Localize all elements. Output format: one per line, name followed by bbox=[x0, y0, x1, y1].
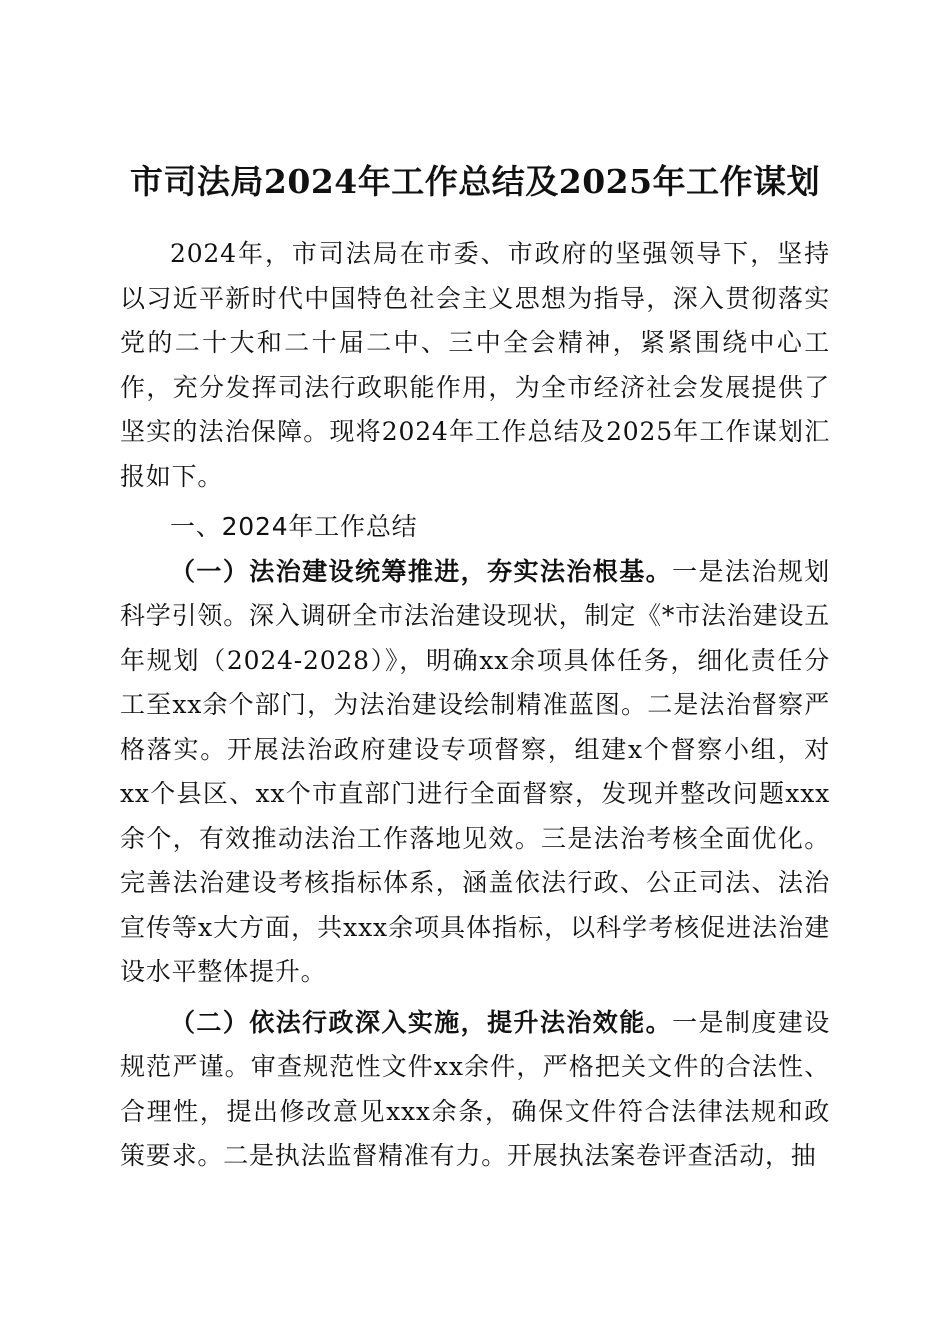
document-body bbox=[120, 232, 830, 1179]
part-2-lead: （二）依法行政深入实施，提升法治效能。 bbox=[170, 1007, 673, 1037]
part-2-text: 一是制度建设规范严谨。审查规范性文件xx余件，严格把关文件的合法性、合理性，提出修改意见xxx余条，确保文件符合法律法规和政策要求。二是执法监督精准有力。开展执法案卷评查活动，抽 bbox=[120, 1007, 831, 1170]
part-1-text: 一是法治规划科学引领。深入调研全市法治建设现状，制定《*市法治建设五年规划（2024-2028）》，明确xx余项具体任务，细化责任分工至xx余个部门，为法治建设绘制精准蓝图。二是法治督察严格落实。开展法治政府建设专项督察，组建x个督察小组，对xx个县区、xx个市直部门进行全面督察，发现并整改问题xxx余个，有效推动法治工作落地见效。三是法治考核全面优化。完善法治建设考核指标体系，涵盖依法行政、公正司法、法治宣传等x大方面，共xxx余项具体指标，以科学考核促进法治建设水平整体提升。 bbox=[120, 556, 831, 986]
intro-paragraph: 2024年，市司法局在市委、市政府的坚强领导下，坚持以习近平新时代中国特色社会主义思想为指导，深入贯彻落实党的二十大和二十届二中、三中全会精神，紧紧围绕中心工作，充分发挥司法行政职能作用，为全市经济社会发展提供了坚实的法治保障。现将2024年工作总结及2025年工作谋划汇报如下。 bbox=[120, 239, 830, 491]
part-1-lead: （一）法治建设统筹推进，夯实法治根基。 bbox=[170, 556, 673, 586]
paragraph-part-1 bbox=[120, 550, 830, 995]
paragraph-part-2 bbox=[120, 1001, 830, 1179]
section-heading: 一、2024年工作总结 bbox=[170, 512, 418, 541]
document-title: 市司法局2024年工作总结及2025年工作谋划 bbox=[129, 162, 821, 202]
